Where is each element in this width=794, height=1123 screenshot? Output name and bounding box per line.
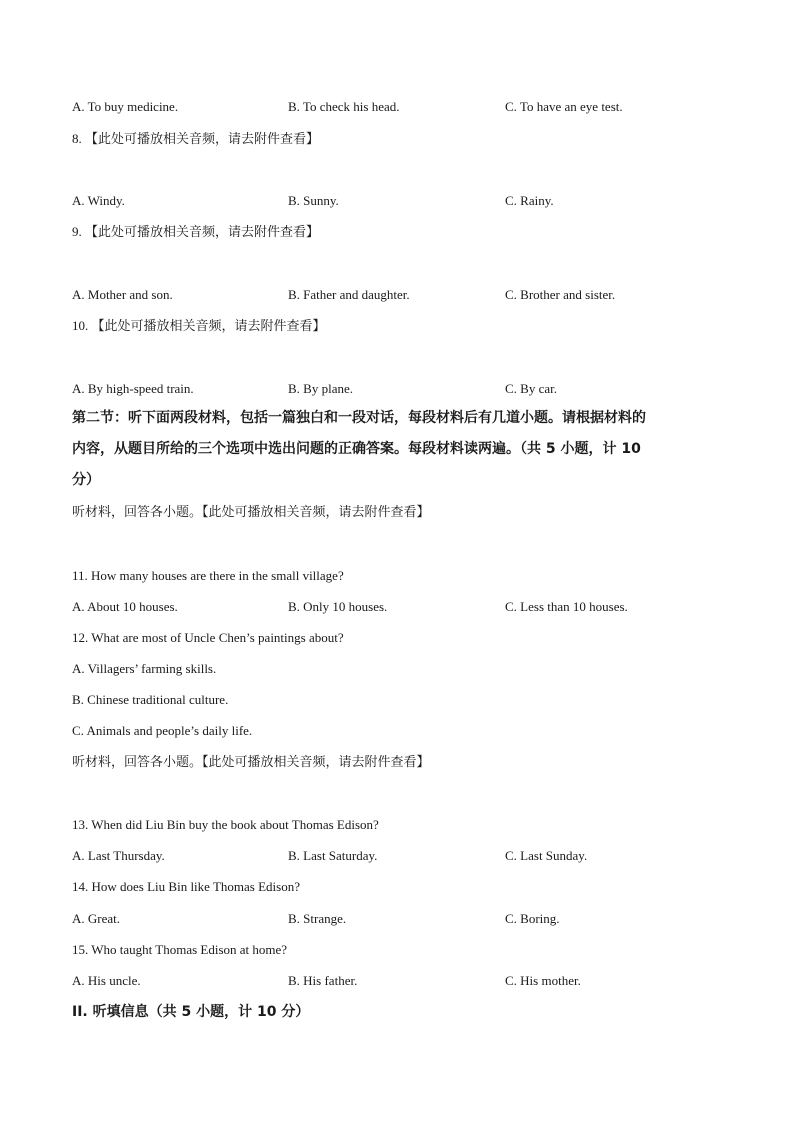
q12-option-a[interactable]: A. Villagers’ farming skills. <box>72 661 217 676</box>
q8-number: 8. <box>72 131 82 146</box>
q8-audio-note: 【此处可播放相关音频，请去附件查看】 <box>85 132 320 147</box>
q15-question: 15. Who taught Thomas Edison at home? <box>72 942 288 957</box>
q7-option-b[interactable]: B. To check his head. <box>288 99 400 114</box>
q12-option-c[interactable]: C. Animals and people’s daily life. <box>72 723 253 738</box>
q11-option-a[interactable]: A. About 10 houses. <box>72 599 178 614</box>
q9-number: 9. <box>72 224 82 239</box>
q10-number: 10. <box>72 318 89 333</box>
q9-option-a[interactable]: A. Mother and son. <box>72 287 173 302</box>
q9-audio-note: 【此处可播放相关音频，请去附件查看】 <box>85 225 320 240</box>
q14-option-c[interactable]: C. Boring. <box>505 911 560 926</box>
material-2-note: 听材料，回答各小题。【此处可播放相关音频，请去附件查看】 <box>72 755 430 770</box>
section-2-line-2: 内容，从题目所给的三个选项中选出问题的正确答案。每段材料读两遍。（共 5 小题，计 10 <box>72 441 641 457</box>
q9-stem <box>72 224 319 241</box>
q11-question: 11. How many houses are there in the small village? <box>72 568 344 583</box>
q11-option-c[interactable]: C. Less than 10 houses. <box>505 599 628 614</box>
q7-option-c[interactable]: C. To have an eye test. <box>505 99 623 114</box>
section-2-line-3: 分） <box>72 472 100 488</box>
section-ii-heading: II. 听填信息（共 5 小题，计 10 分） <box>72 1004 310 1020</box>
q14-option-b[interactable]: B. Strange. <box>288 911 347 926</box>
q9-option-c[interactable]: C. Brother and sister. <box>505 287 616 302</box>
q10-option-c[interactable]: C. By car. <box>505 381 557 396</box>
q15-option-b[interactable]: B. His father. <box>288 973 358 988</box>
q8-option-a[interactable]: A. Windy. <box>72 193 125 208</box>
section-2-instructions <box>72 403 722 496</box>
q15-option-c[interactable]: C. His mother. <box>505 973 581 988</box>
q10-option-b[interactable]: B. By plane. <box>288 381 353 396</box>
q13-option-b[interactable]: B. Last Saturday. <box>288 848 378 863</box>
q8-stem <box>72 131 319 148</box>
q11-option-b[interactable]: B. Only 10 houses. <box>288 599 388 614</box>
q10-option-a[interactable]: A. By high-speed train. <box>72 381 194 396</box>
q12-question: 12. What are most of Uncle Chen’s paintings about? <box>72 630 344 645</box>
q13-question: 13. When did Liu Bin buy the book about Thomas Edison? <box>72 817 379 832</box>
q7-option-a[interactable]: A. To buy medicine. <box>72 99 179 114</box>
q13-option-c[interactable]: C. Last Sunday. <box>505 848 588 863</box>
section-2-line-1: 第二节：听下面两段材料，包括一篇独白和一段对话，每段材料后有几道小题。请根据材料的 <box>72 410 646 426</box>
q10-audio-note: 【此处可播放相关音频，请去附件查看】 <box>91 319 326 334</box>
material-1-note: 听材料，回答各小题。【此处可播放相关音频，请去附件查看】 <box>72 505 430 520</box>
q12-option-b[interactable]: B. Chinese traditional culture. <box>72 692 229 707</box>
q14-option-a[interactable]: A. Great. <box>72 911 121 926</box>
q8-option-b[interactable]: B. Sunny. <box>288 193 339 208</box>
q14-question: 14. How does Liu Bin like Thomas Edison? <box>72 879 300 894</box>
q10-stem <box>72 318 326 335</box>
q9-option-b[interactable]: B. Father and daughter. <box>288 287 410 302</box>
q8-option-c[interactable]: C. Rainy. <box>505 193 554 208</box>
q13-option-a[interactable]: A. Last Thursday. <box>72 848 165 863</box>
q15-option-a[interactable]: A. His uncle. <box>72 973 141 988</box>
